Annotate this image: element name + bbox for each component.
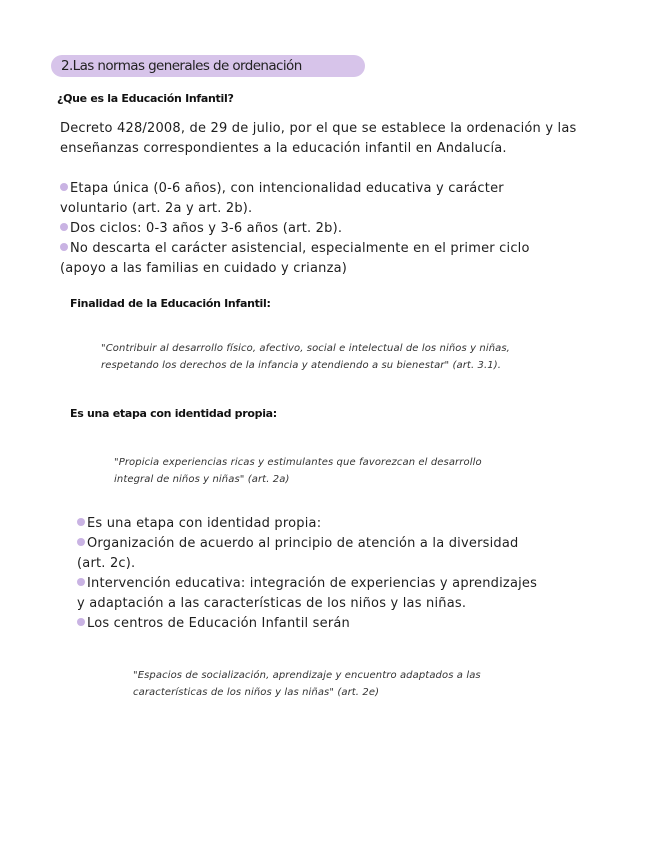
bullet-text: Intervención educativa: integración de experiencias y aprendizajes — [87, 576, 538, 591]
stage-bullet-list — [60, 179, 530, 279]
bullet-dot-icon — [60, 223, 68, 231]
bullet-text: Es una etapa con identidad propia: — [87, 516, 322, 531]
bullet-text: Organización de acuerdo al principio de atención a la diversidad — [87, 536, 519, 551]
bullet-line: (art. 2c). — [77, 556, 136, 571]
bullet-line — [60, 179, 530, 199]
bullet-line — [60, 239, 530, 259]
quote-line: integral de niños y niñas" (art. 2a) — [114, 474, 290, 485]
bullet-dot-icon — [77, 518, 85, 526]
section-title-text: 2.Las normas generales de ordenación — [61, 58, 302, 74]
bullet-dot-icon — [60, 243, 68, 251]
bullet-line — [77, 614, 537, 634]
bullet-line: (apoyo a las familias en cuidado y crianza) — [60, 261, 348, 276]
quote-line: respetando los derechos de la infancia y atendiendo a su bienestar" (art. 3.1). — [101, 360, 501, 371]
bullet-dot-icon — [77, 618, 85, 626]
bullet-line — [77, 514, 537, 534]
bullet-dot-icon — [60, 183, 68, 191]
bullet-text: Dos ciclos: 0-3 años y 3-6 años (art. 2b). — [70, 221, 343, 236]
bullet-line: y adaptación a las características de los niños y las niñas. — [77, 596, 467, 611]
identity-bullet-list — [77, 514, 537, 634]
decree-line: enseñanzas correspondientes a la educación infantil en Andalucía. — [60, 141, 507, 156]
finalidad-heading: Finalidad de la Educación Infantil: — [70, 297, 271, 310]
quote-line: "Propicia experiencias ricas y estimulantes que favorezcan el desarrollo — [114, 457, 482, 468]
bullet-text: No descarta el carácter asistencial, especialmente en el primer ciclo — [70, 241, 530, 256]
bullet-line: voluntario (art. 2a y art. 2b). — [60, 201, 253, 216]
question-heading: ¿Que es la Educación Infantil? — [57, 92, 234, 105]
section-title — [51, 55, 365, 77]
quote-line: "Espacios de socialización, aprendizaje y encuentro adaptados a las — [133, 670, 481, 681]
centros-quote — [133, 667, 481, 701]
bullet-line — [77, 534, 537, 554]
quote-line: características de los niños y las niñas" (art. 2e) — [133, 687, 380, 698]
identidad-heading: Es una etapa con identidad propia: — [70, 407, 277, 420]
quote-line: "Contribuir al desarrollo físico, afectivo, social e intelectual de los niños y niñas, — [101, 343, 510, 354]
finalidad-quote — [101, 340, 510, 374]
bullet-text: Etapa única (0-6 años), con intencionalidad educativa y carácter — [70, 181, 504, 196]
bullet-line — [60, 219, 530, 239]
bullet-text: Los centros de Educación Infantil serán — [87, 616, 350, 631]
decree-line: Decreto 428/2008, de 29 de julio, por el que se establece la ordenación y las — [60, 121, 577, 136]
bullet-dot-icon — [77, 538, 85, 546]
identidad-quote — [114, 454, 482, 488]
bullet-line — [77, 574, 537, 594]
decree-paragraph — [60, 119, 577, 159]
bullet-dot-icon — [77, 578, 85, 586]
